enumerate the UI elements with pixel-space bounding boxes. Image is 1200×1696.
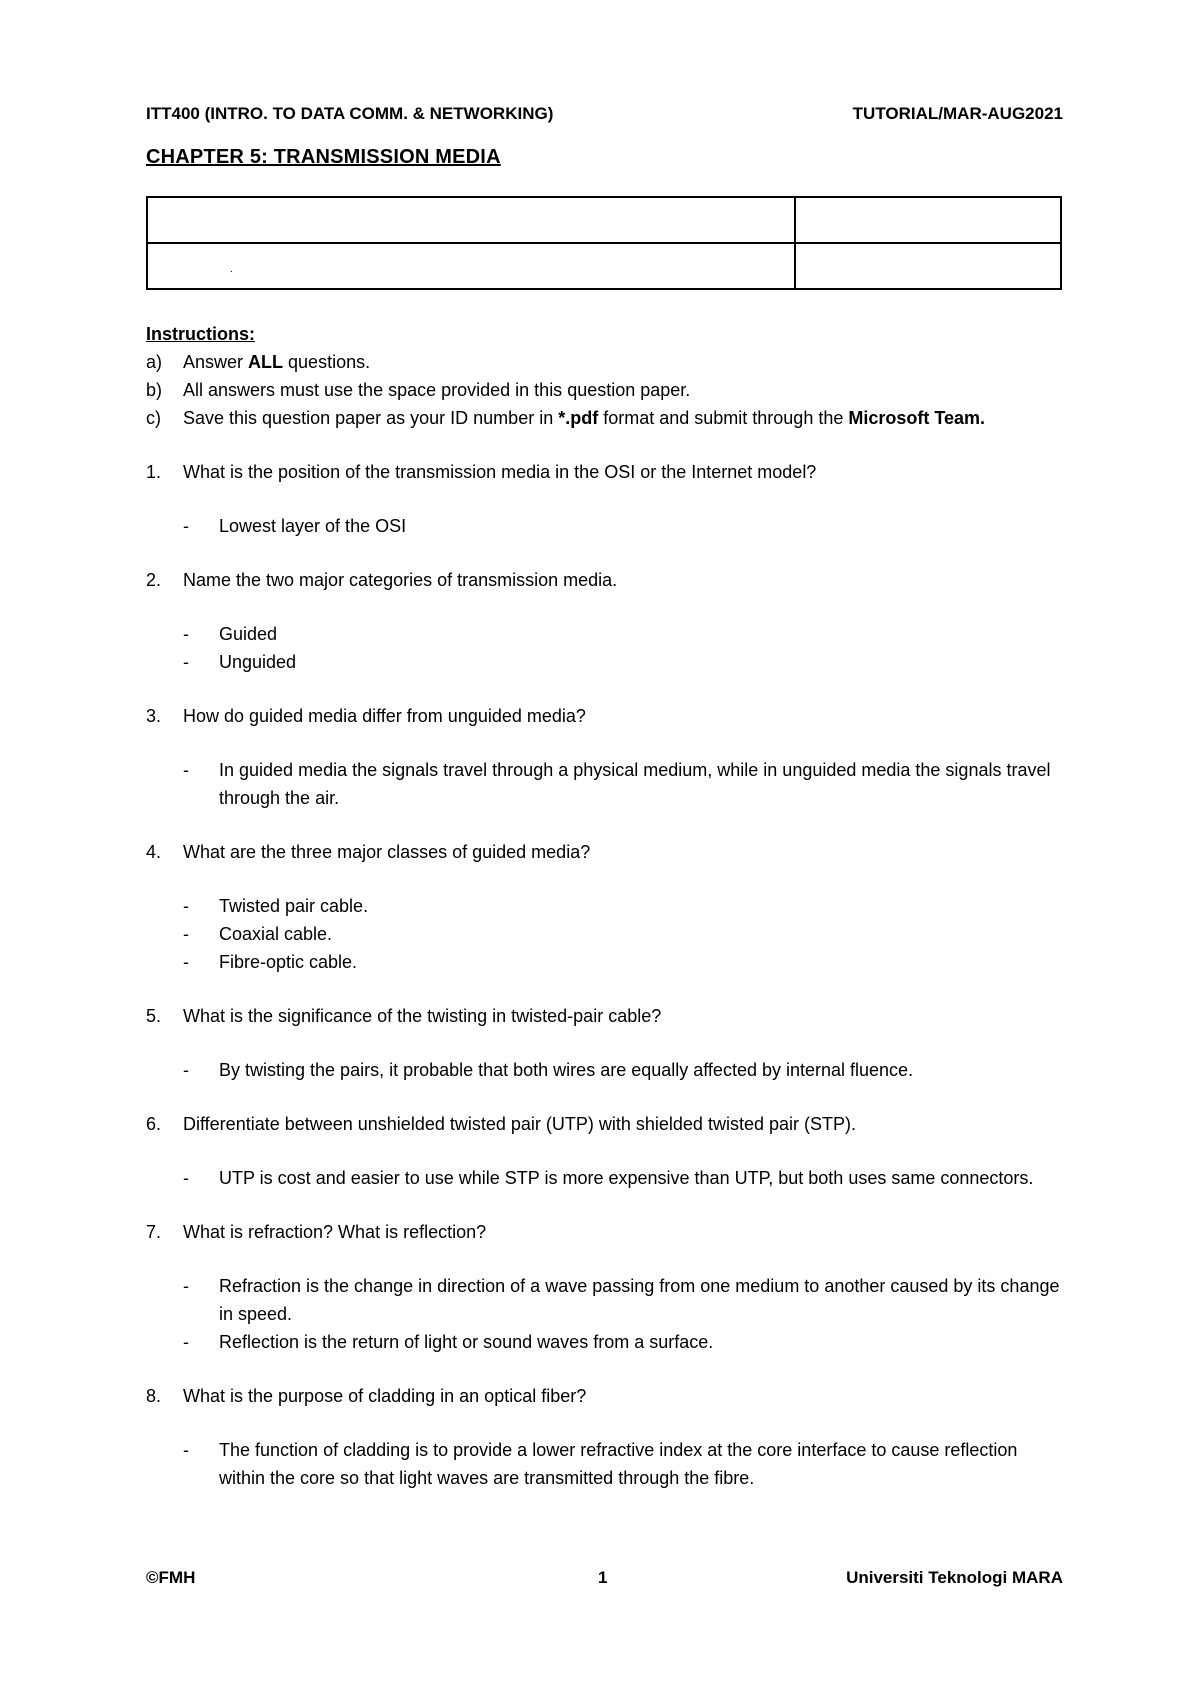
bullet-dash: - <box>183 896 189 916</box>
cell-mark: . <box>230 264 233 275</box>
question-list <box>146 432 1064 1492</box>
info-cell-lecturer <box>795 243 1061 289</box>
question-item <box>146 566 1064 594</box>
answer-text: Unguided <box>219 652 297 672</box>
instruction-label: c) <box>146 408 161 428</box>
question-item <box>146 1110 1064 1138</box>
instruction-item <box>146 376 1064 404</box>
bullet-dash: - <box>183 1440 189 1460</box>
answer-text: UTP is cost and easier to use while STP is more expensive than UTP, but both uses same connectors. <box>219 1168 1034 1188</box>
instruction-item <box>146 348 1064 376</box>
answer-text: In guided media the signals travel through a physical medium, while in unguided media the signals travel through the air. <box>219 760 1051 808</box>
answer-text: Guided <box>219 624 278 644</box>
question-number: 8. <box>146 1386 162 1406</box>
answer-item <box>146 512 1064 540</box>
bullet-dash: - <box>183 760 189 780</box>
bullet-dash: - <box>183 1332 189 1352</box>
answer-item <box>146 920 1064 948</box>
answer-item <box>146 1272 1064 1328</box>
footer-copyright: ©FMH <box>146 1568 196 1587</box>
bullet-dash: - <box>183 952 189 972</box>
bullet-dash: - <box>183 1168 189 1188</box>
question-item <box>146 1002 1064 1030</box>
bullet-dash: - <box>183 1276 189 1296</box>
instructions-title: Instructions: <box>146 324 256 344</box>
question-item <box>146 702 1064 730</box>
info-cell-group <box>147 243 795 289</box>
answer-text: The function of cladding is to provide a lower refractive index at the core interface to cause reflection within the core so that light waves are transmitted through the fibre. <box>219 1440 1018 1488</box>
question-number: 6. <box>146 1114 162 1134</box>
answer-item <box>146 948 1064 976</box>
answer-item <box>146 1328 1064 1356</box>
question-number: 3. <box>146 706 162 726</box>
instruction-text: All answers must use the space provided in this question paper. <box>183 380 691 400</box>
info-row <box>147 243 1061 289</box>
answer-text: Refraction is the change in direction of a wave passing from one medium to another caused by its change in speed. <box>219 1276 1060 1324</box>
answer-item <box>146 1056 1064 1084</box>
bullet-dash: - <box>183 924 189 944</box>
answer-item <box>146 1436 1064 1492</box>
answer-item <box>146 892 1064 920</box>
answer-text: Coaxial cable. <box>219 924 333 944</box>
answer-text: Lowest layer of the OSI <box>219 516 407 536</box>
question-text: What is the significance of the twisting in twisted-pair cable? <box>183 1006 662 1026</box>
question-text: What are the three major classes of guided media? <box>183 842 591 862</box>
course-header: ITT400 (INTRO. TO DATA COMM. & NETWORKING) <box>146 104 554 123</box>
question-text: Differentiate between unshielded twisted pair (UTP) with shielded twisted pair (STP). <box>183 1114 856 1134</box>
answer-item <box>146 1164 1064 1192</box>
question-item <box>146 838 1064 866</box>
bullet-dash: - <box>183 1060 189 1080</box>
student-info-table <box>146 196 1062 290</box>
footer-university: Universiti Teknologi MARA <box>846 1568 1063 1587</box>
answer-text: Reflection is the return of light or sound waves from a surface. <box>219 1332 714 1352</box>
question-text: What is refraction? What is reflection? <box>183 1222 487 1242</box>
answer-text: By twisting the pairs, it probable that both wires are equally affected by internal fluence. <box>219 1060 914 1080</box>
chapter-title: CHAPTER 5: TRANSMISSION MEDIA <box>146 146 501 168</box>
question-number: 5. <box>146 1006 162 1026</box>
bullet-dash: - <box>183 516 189 536</box>
question-text: What is the purpose of cladding in an optical fiber? <box>183 1386 587 1406</box>
bullet-dash: - <box>183 624 189 644</box>
question-number: 1. <box>146 462 162 482</box>
bullet-dash: - <box>183 652 189 672</box>
session-header: TUTORIAL/MAR-AUG2021 <box>852 104 1063 123</box>
instruction-text: Save this question paper as your ID number in *.pdf format and submit through the Microsoft Team. <box>183 408 986 428</box>
instruction-text: Answer ALL questions. <box>183 352 371 372</box>
question-item <box>146 458 1064 486</box>
answer-text: Fibre-optic cable. <box>219 952 358 972</box>
question-number: 4. <box>146 842 162 862</box>
instruction-label: b) <box>146 380 163 400</box>
question-number: 7. <box>146 1222 162 1242</box>
question-item <box>146 1382 1064 1410</box>
answer-item <box>146 756 1064 812</box>
instruction-label: a) <box>146 352 163 372</box>
question-text: How do guided media differ from unguided media? <box>183 706 586 726</box>
answer-text: Twisted pair cable. <box>219 896 369 916</box>
instruction-item <box>146 404 1064 432</box>
question-number: 2. <box>146 570 162 590</box>
question-text: What is the position of the transmission media in the OSI or the Internet model? <box>183 462 817 482</box>
question-item <box>146 1218 1064 1246</box>
answer-item <box>146 648 1064 676</box>
answer-item <box>146 620 1064 648</box>
info-cell-name <box>147 197 795 243</box>
page-number: 1 <box>598 1568 608 1587</box>
info-row <box>147 197 1061 243</box>
question-text: Name the two major categories of transmission media. <box>183 570 618 590</box>
document-body <box>146 320 1064 1492</box>
info-cell-id <box>795 197 1061 243</box>
